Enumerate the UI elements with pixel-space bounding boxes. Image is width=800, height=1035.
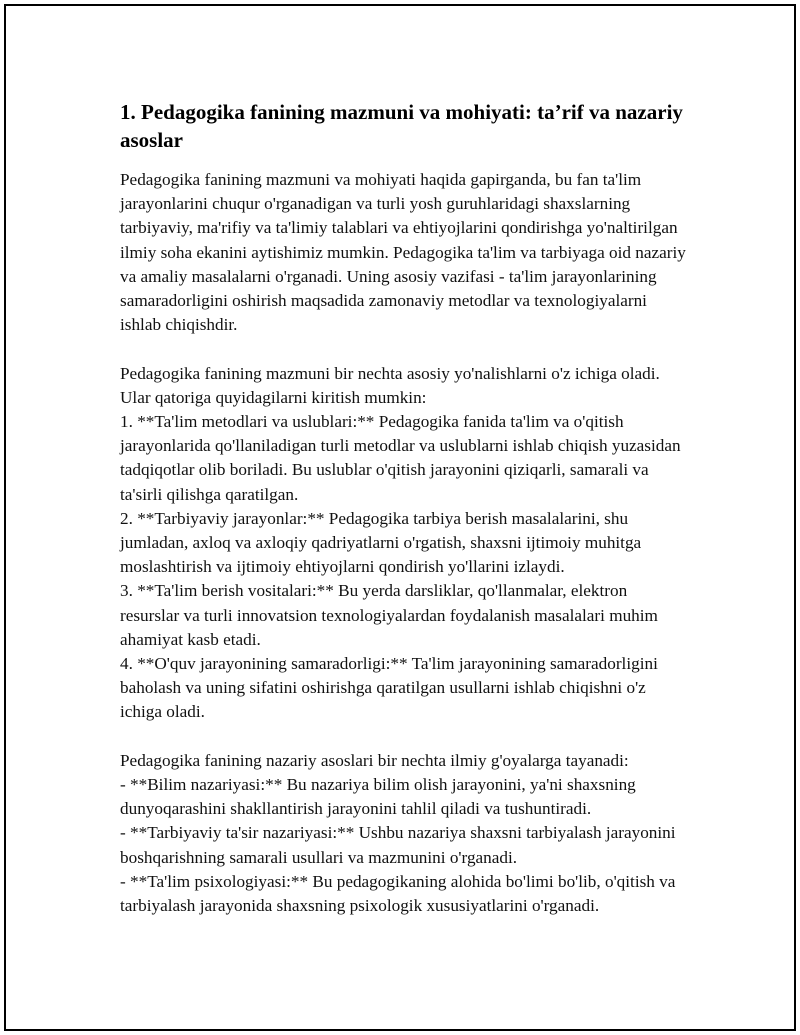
content-directions-paragraph: Pedagogika fanining mazmuni bir nechta asosiy yo'nalishlarni o'z ichiga oladi. Ular qatoriga quyidagilarni kiritish mumkin: 1. **Ta'lim metodlari va uslublari:** Pedagogika fanida ta'lim va o'qitish jarayonlarida qo'llaniladigan turli metodlar va uslublarni ishlab chiqish yuzasidan tadqiqotlar olib boriladi. Bu uslublar o'qitish jarayonini qiziqarli, samarali va ta'sirli qilishga qaratilgan. 2. **Tarbiyaviy jarayonlar:** Pedagogika tarbiya berish masalalarini, shu jumladan, axloq va axloqiy qadriyatlarni o'rgatish, shaxsni ijtimoiy muhitga moslashtirish va ijtimoiy ehtiyojlarni qondirish yo'llarini izlaydi. 3. **Ta'lim berish vositalari:** Bu yerda darsliklar, qo'llanmalar, elektron resurslar va turli innovatsion texnologiyalardan foydalanish masalalari muhim ahamiyat kasb etadi. 4. **O'quv jarayonining samaradorligi:** Ta'lim jarayonining samaradorligini baholash va uning sifatini oshirishga qaratilgan usullarni ishlab chiqishni o'z ichiga oladi. xyxy=(120,363,681,722)
section-heading: 1. Pedagogika fanining mazmuni va mohiyati: ta’rif va nazariy asoslar xyxy=(120,100,683,152)
intro-paragraph: Pedagogika fanining mazmuni va mohiyati haqida gapirganda, bu fan ta'lim jarayonlarini chuqur o'rganadigan va turli yosh guruhlaridagi shaxslarning tarbiyaviy, ma'rifiy va ta'limiy talablari va ehtiyojlarini qondirishga yo'naltirilgan ilmiy soha ekanini aytishimiz mumkin. Pedagogika ta'lim va tarbiyaga oid nazariy va amaliy masalalarni o'rganadi. Uning asosiy vazifasi - ta'lim jarayonlarining samaradorligini oshirish maqsadida zamonaviy metodlar va texnologiyalarni ishlab chiqishdir. xyxy=(120,170,686,335)
theoretical-foundations-paragraph: Pedagogika fanining nazariy asoslari bir nechta ilmiy g'oyalarga tayanadi: - **Bilim nazariyasi:** Bu nazariya bilim olish jarayonini, ya'ni shaxsning dunyoqarashini shakllantirish jarayonini tahlil qiladi va tushuntiradi. - **Tarbiyaviy ta'sir nazariyasi:** Ushbu nazariya shaxsni tarbiyalash jarayonini boshqarishning samarali usullari va mazmunini o'rganadi. - **Ta'lim psixologiyasi:** Bu pedagogikaning alohida bo'limi bo'lib, o'qitish va tarbiyalash jarayonida shaxsning psixologik xususiyatlarini o'rganadi. xyxy=(120,750,676,916)
document-body xyxy=(120,98,690,918)
document-page xyxy=(4,4,796,1031)
